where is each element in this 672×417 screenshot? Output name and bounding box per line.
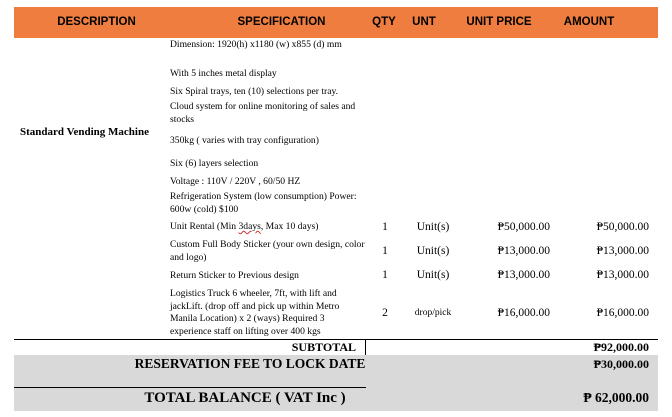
line-amount: ₱13,000.00: [596, 245, 649, 257]
header-unit-price: UNIT PRICE: [466, 16, 532, 28]
subtotal-label: SUBTOTAL: [291, 340, 356, 354]
line-qty: 1: [382, 245, 388, 257]
line-description: Unit Rental (Min 3days, Max 10 days): [170, 221, 319, 232]
line-amount: ₱50,000.00: [596, 221, 649, 233]
divider: [14, 387, 366, 388]
header-specification: SPECIFICATION: [237, 16, 326, 28]
line-unit: Unit(s): [416, 245, 450, 257]
header-unit: UNT: [412, 16, 436, 28]
divider: [365, 339, 366, 355]
line-description: Return Sticker to Previous design: [170, 270, 299, 281]
spec-weight: 350kg ( varies with tray configuration): [170, 135, 319, 146]
header-qty: QTY: [372, 16, 396, 28]
line-qty: 2: [382, 307, 388, 319]
line-qty: 1: [382, 269, 388, 281]
line-unit: Unit(s): [416, 221, 450, 233]
table-header: [14, 7, 658, 38]
line-unit: drop/pick: [414, 308, 452, 318]
line-description: Custom Full Body Sticker (your own design, color and logo): [170, 239, 365, 263]
line-unit: Unit(s): [416, 269, 450, 281]
spec-layers: Six (6) layers selection: [170, 158, 259, 169]
total-label: TOTAL BALANCE ( VAT Inc ): [144, 390, 346, 406]
header-description: DESCRIPTION: [57, 16, 136, 28]
spec-cloud: Cloud system for online monitoring of sales and stocks: [170, 101, 356, 125]
line-description: Logistics Truck 6 wheeler, 7ft, with lift and jackLift. (drop off and pick up within Metro Manila Location) x 2 (ways) Required 3 experience staff on lifting over 400 kgs: [170, 288, 340, 337]
line-unit-price: ₱50,000.00: [497, 221, 550, 233]
spec-display: With 5 inches metal display: [170, 68, 277, 79]
total-value: ₱ 62,000.00: [583, 390, 649, 405]
spec-dimension: Dimension: 1920(h) x1180 (w) x855 (d) mm: [170, 39, 342, 50]
line-unit-price: ₱13,000.00: [497, 245, 550, 257]
item-name: Standard Vending Machine: [20, 126, 149, 138]
header-amount: AMOUNT: [563, 16, 615, 28]
line-qty: 1: [382, 221, 388, 233]
subtotal-value: ₱92,000.00: [593, 340, 649, 354]
line-amount: ₱13,000.00: [596, 269, 649, 281]
spec-trays: Six Spiral trays, ten (10) selections per tray.: [170, 86, 339, 97]
reservation-value: ₱30,000.00: [593, 357, 649, 371]
line-unit-price: ₱13,000.00: [497, 269, 550, 281]
line-unit-price: ₱16,000.00: [497, 307, 550, 319]
line-amount: ₱16,000.00: [596, 307, 649, 319]
reservation-label: RESERVATION FEE TO LOCK DATE: [134, 356, 366, 371]
spec-voltage: Voltage : 110V / 220V , 60/50 HZ: [170, 176, 301, 187]
spec-refrigeration: Refrigeration System (low consumption) Power: 600w (cold) $100: [170, 191, 357, 215]
